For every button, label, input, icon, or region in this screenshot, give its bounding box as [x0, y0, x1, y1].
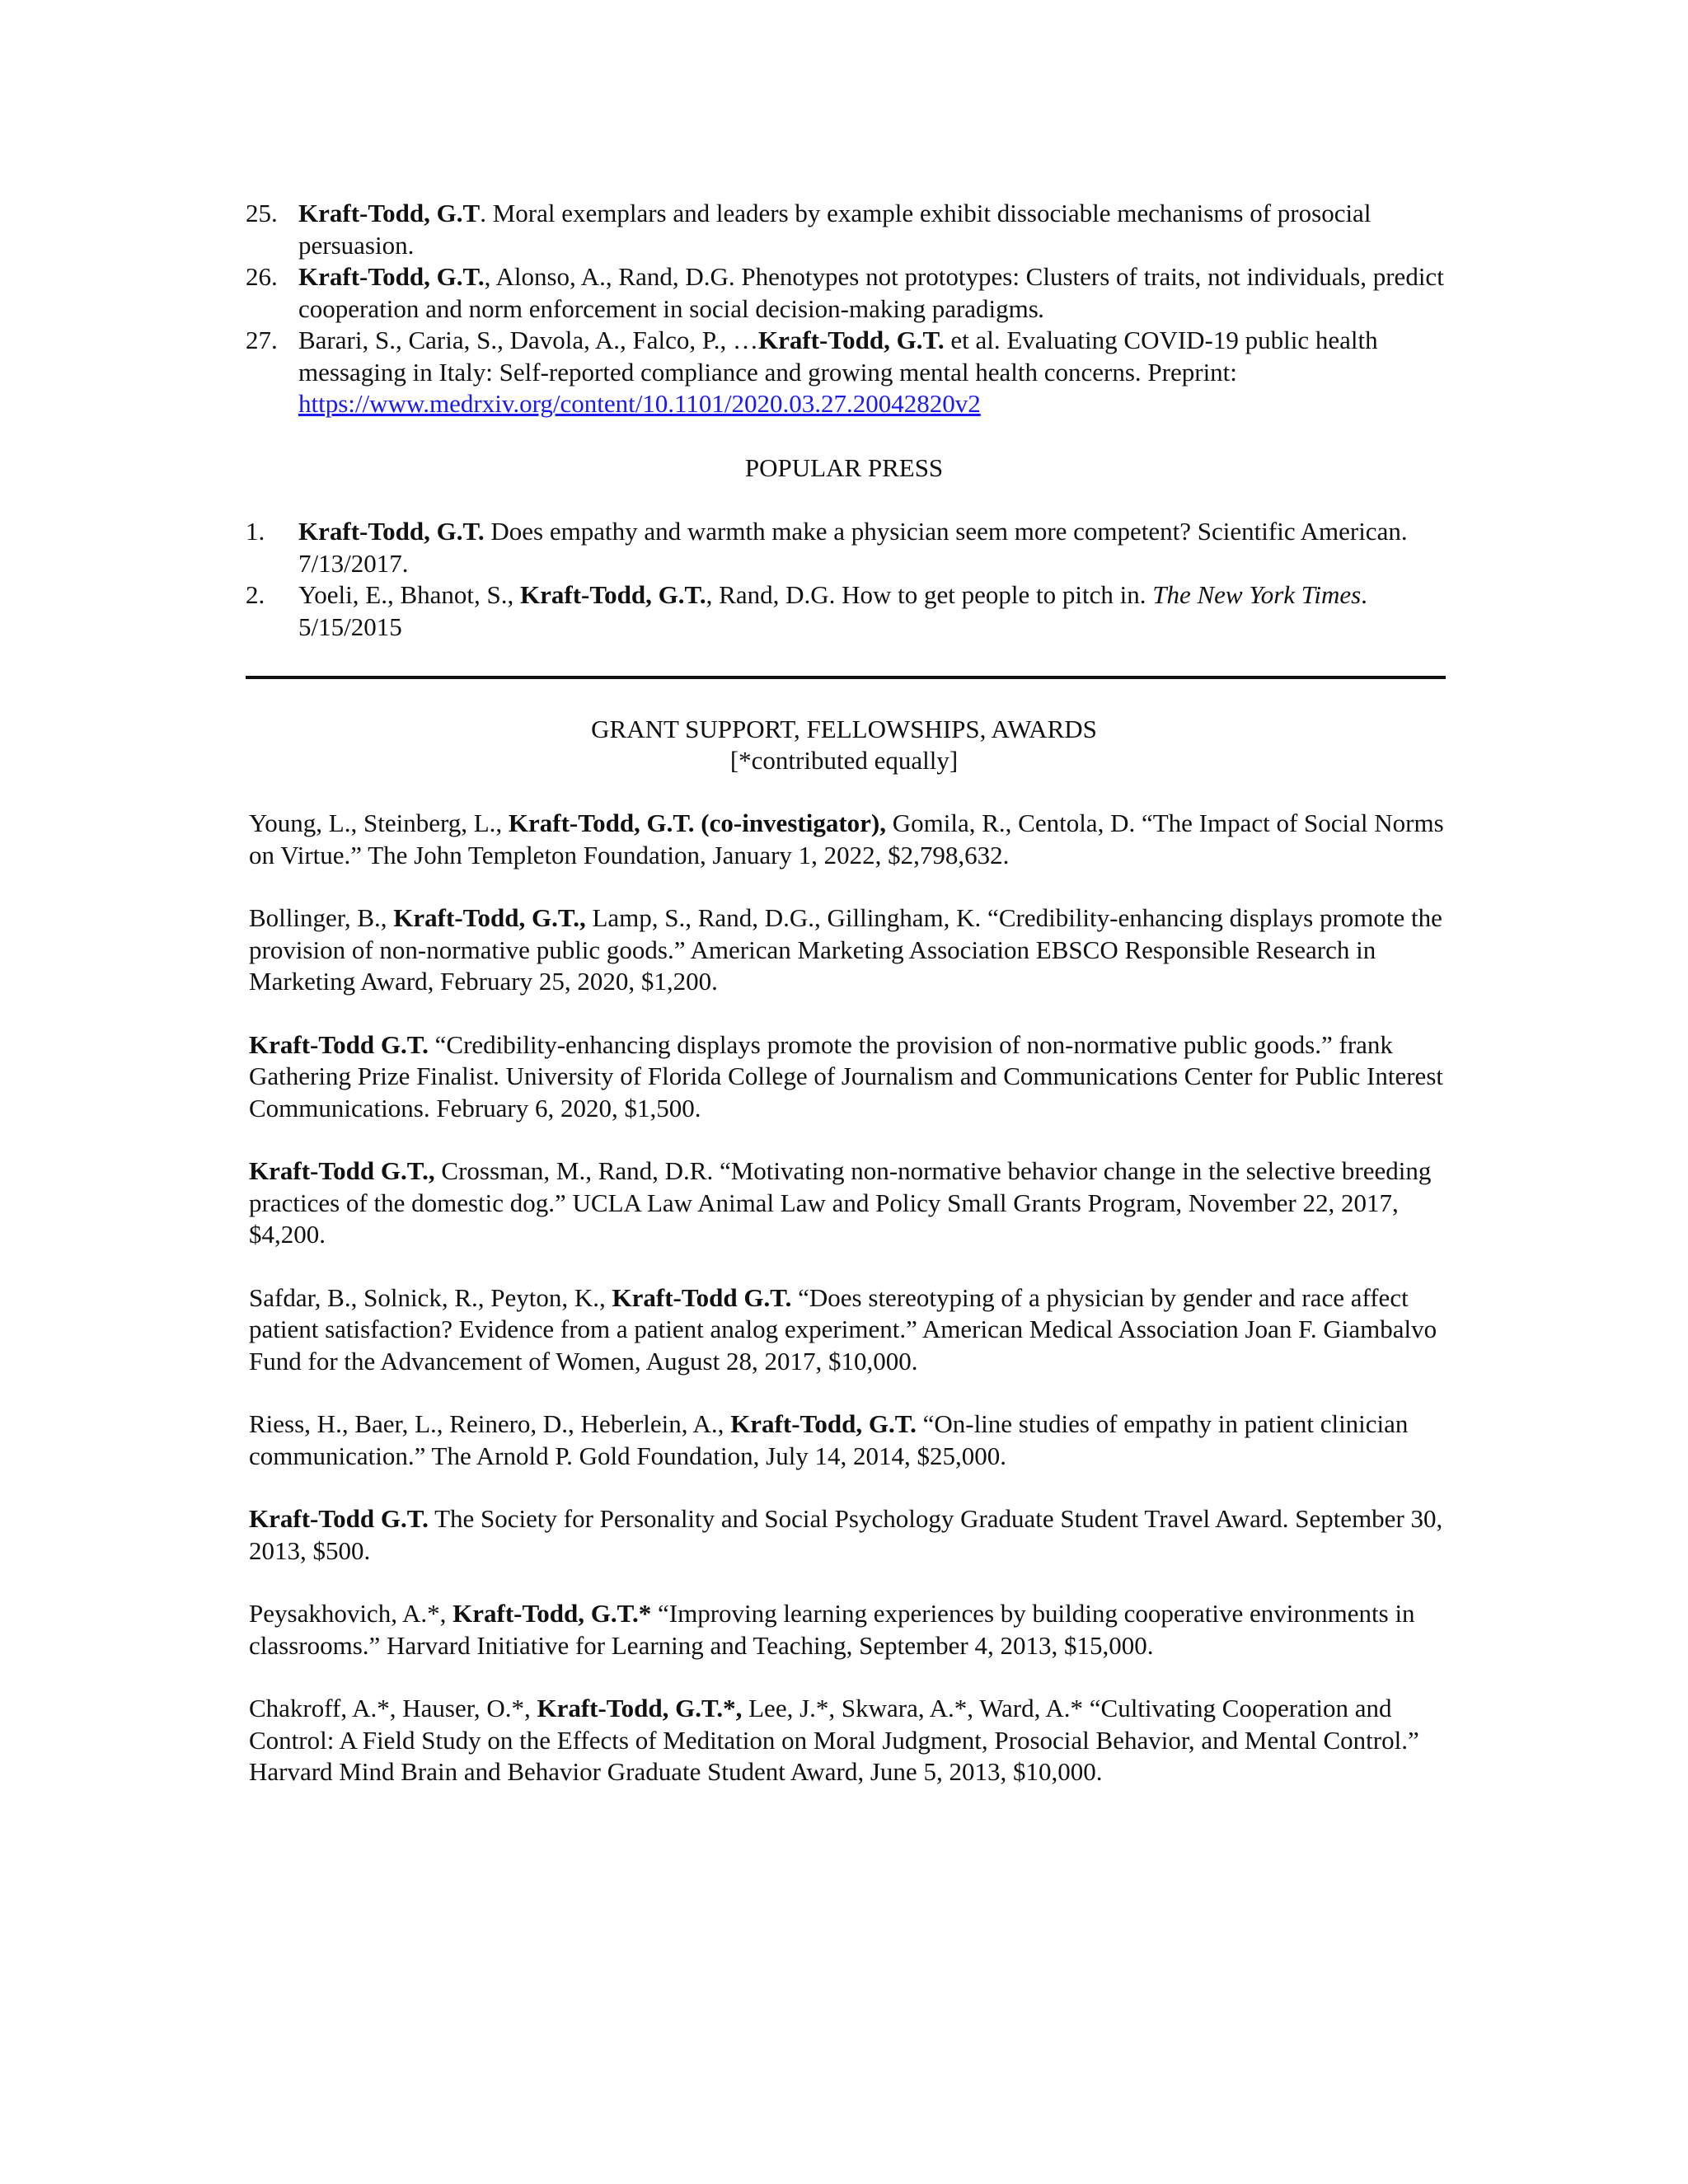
publication-title: The New York Times: [1152, 580, 1362, 609]
citation-text: . 5/15/2015: [298, 580, 1367, 641]
grant-entry: [249, 1408, 1452, 1472]
list-number: 1.: [246, 517, 265, 546]
section-divider: [246, 676, 1446, 679]
grant-entry: [249, 1598, 1452, 1661]
grant-text: Lee, J.*, Skwara, A.*, Ward, A.* “Cultivating Cooperation and Control: A Field Study on the Effects of Meditation on Moral Judgment, Prosocial Behavior, and Mental Control.” Harvard Mind Brain and Behavior Graduate Student Award, June 5, 2013, $10,000.: [249, 1694, 1419, 1786]
grants-subheading: [*contributed equally]: [729, 746, 959, 775]
grant-text: Safdar, B., Solnick, R., Peyton, K.,: [249, 1282, 612, 1312]
list-number: 2.: [246, 580, 265, 609]
popular-press-list: [246, 516, 1449, 643]
citation-text: , Alonso, A., Rand, D.G. Phenotypes not prototypes: Clusters of traits, not individuals, predict cooperation and norm enforcement in social decision-making paradigms: [298, 262, 1444, 323]
citation-text: . Moral exemplars and leaders by example exhibit dissociable mechanisms of prosocial persuasion.: [298, 199, 1372, 260]
author-name: Kraft-Todd, G.T: [298, 199, 481, 227]
grant-entry: [249, 808, 1452, 871]
publications-list: [246, 198, 1449, 420]
grant-text: Riess, H., Baer, L., Reinero, D., Heberlein, A.,: [249, 1409, 731, 1438]
grants-list: [249, 808, 1452, 1820]
grants-heading: GRANT SUPPORT, FELLOWSHIPS, AWARDS: [591, 715, 1097, 743]
grant-text: Bollinger, B.,: [249, 903, 394, 932]
grant-entry: [249, 1155, 1452, 1251]
grant-text: The Society for Personality and Social Psychology Graduate Student Travel Award. September 30, 2013, $500.: [249, 1504, 1443, 1565]
publication-item: [246, 198, 1449, 261]
citation-text: et al. Evaluating COVID-19 public health messaging in Italy: Self-reported compliance and growing mental health concerns. Preprint:: [298, 326, 1378, 387]
grant-entry: [249, 1282, 1452, 1378]
author-name: Kraft-Todd, G.T.*: [452, 1599, 652, 1628]
author-name: Kraft-Todd, G.T.: [298, 517, 485, 546]
author-name: Kraft-Todd, G.T. (co-investigator),: [508, 808, 886, 837]
grant-entry: [249, 902, 1452, 998]
publication-item: [246, 325, 1449, 420]
citation-text: , Rand, D.G. How to get people to pitch in.: [706, 580, 1153, 609]
author-name: Kraft-Todd, G.T.*,: [537, 1694, 743, 1722]
list-number: 27.: [246, 326, 278, 354]
popular-press-heading: POPULAR PRESS: [744, 453, 944, 482]
press-item: [246, 579, 1449, 643]
grant-text: Young, L., Steinberg, L.,: [249, 808, 509, 837]
author-name: Kraft-Todd G.T.,: [249, 1156, 435, 1185]
grant-text: Peysakhovich, A.*,: [249, 1599, 453, 1628]
author-name: Kraft-Todd, G.T.: [298, 262, 485, 291]
citation-text: Yoeli, E., Bhanot, S.,: [298, 580, 520, 609]
citation-text: .: [1038, 293, 1045, 323]
grant-text: “On-line studies of empathy in patient clinician communication.” The Arnold P. Gold Foundation, July 14, 2014, $25,000.: [249, 1409, 1409, 1470]
press-item: [246, 516, 1449, 579]
citation-text: Does empathy and warmth make a physician seem more competent? Scientific American. 7/13/2017.: [298, 517, 1408, 578]
grant-text: “Improving learning experiences by building cooperative environments in classrooms.” Harvard Initiative for Learning and Teaching, September 4, 2013, $15,000.: [249, 1599, 1415, 1660]
grant-entry: [249, 1503, 1452, 1567]
author-name: Kraft-Todd, G.T.: [730, 1409, 917, 1438]
grant-text: “Does stereotyping of a physician by gender and race affect patient satisfaction? Evidence from a patient analog experiment.” American Medical Association Joan F. Giambalvo Fund for the Advancement of Women, August 28, 2017, $10,000.: [249, 1282, 1437, 1376]
grant-text: Crossman, M., Rand, D.R. “Motivating non-normative behavior change in the selective breeding practices of the domestic dog.” UCLA Law Animal Law and Policy Small Grants Program, November 22, 2017, $4,200.: [249, 1156, 1432, 1249]
list-number: 25.: [246, 199, 278, 227]
grant-text: Lamp, S., Rand, D.G., Gillingham, K. “Credibility-enhancing displays promote the provision of non-normative public goods.” American Marketing Association EBSCO Responsible Research in Marketing Award, February 25, 2020, $1,200.: [249, 903, 1442, 996]
author-name: Kraft-Todd, G.T.,: [393, 903, 586, 932]
author-name: Kraft-Todd G.T.: [249, 1029, 429, 1059]
grant-entry: [249, 1029, 1452, 1125]
author-name: Kraft-Todd G.T.: [612, 1282, 792, 1312]
grant-text: Chakroff, A.*, Hauser, O.*,: [249, 1694, 537, 1722]
list-number: 26.: [246, 262, 278, 291]
author-name: Kraft-Todd, G.T.: [520, 580, 706, 609]
publication-item: [246, 261, 1449, 325]
grant-entry: [249, 1693, 1452, 1788]
citation-text: Barari, S., Caria, S., Davola, A., Falco, P., …: [298, 326, 758, 354]
preprint-link[interactable]: https://www.medrxiv.org/content/10.1101/2020.03.27.20042820v2: [298, 389, 981, 418]
grant-text: Gomila, R., Centola, D. “The Impact of Social Norms on Virtue.” The John Templeton Foundation, January 1, 2022, $2,798,632.: [249, 808, 1444, 869]
grant-text: “Credibility-enhancing displays promote the provision of non-normative public goods.” frank Gathering Prize Finalist. University of Florida College of Journalism and Communications Center for Public Interest Communications. February 6, 2020, $1,500.: [249, 1029, 1443, 1122]
author-name: Kraft-Todd, G.T.: [757, 326, 945, 354]
author-name: Kraft-Todd G.T.: [249, 1504, 429, 1533]
